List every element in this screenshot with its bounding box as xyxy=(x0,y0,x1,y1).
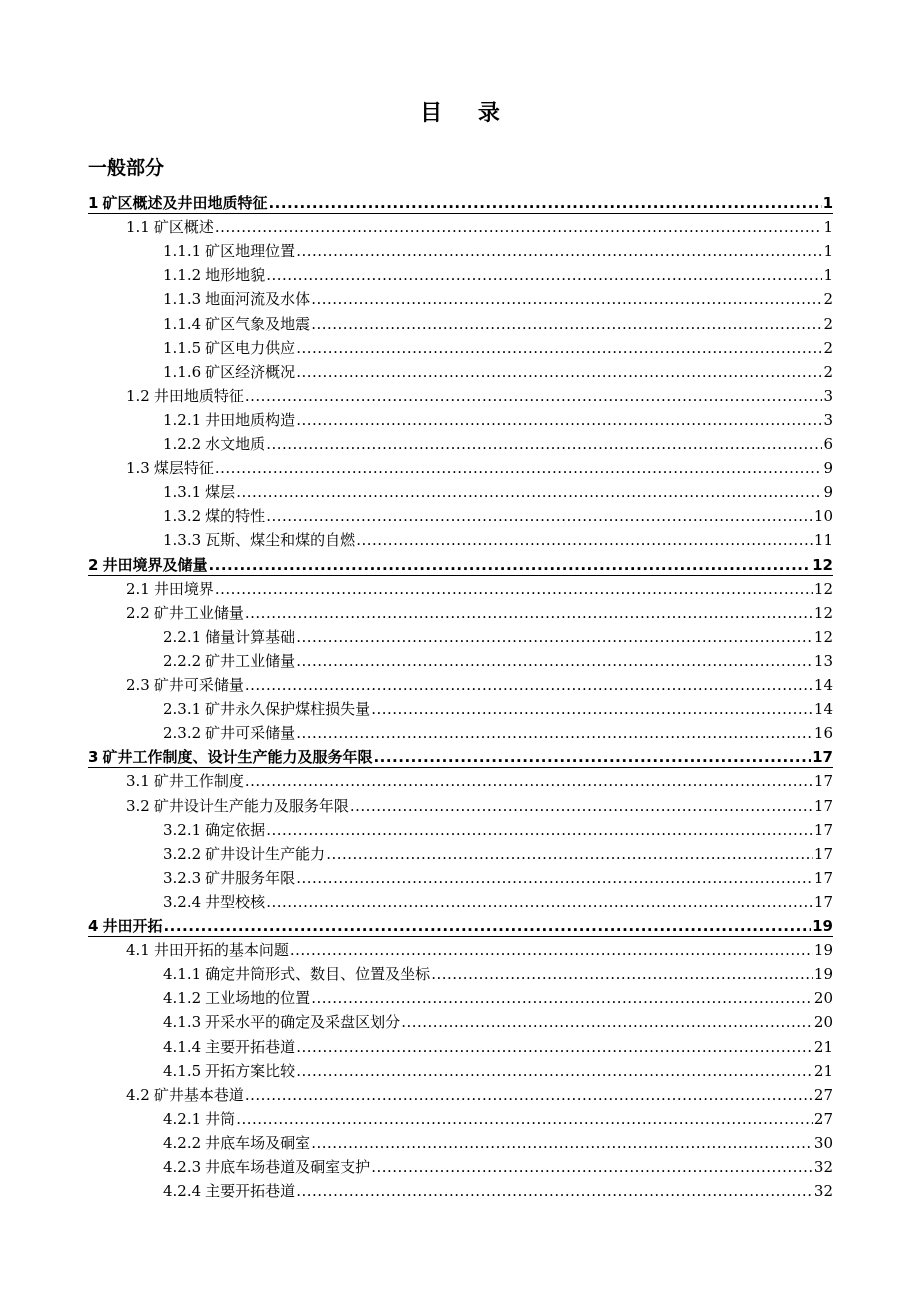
toc-entry-label: 矿区经济概况 xyxy=(205,362,296,381)
toc-leader-dots xyxy=(290,940,813,960)
toc-entry-label: 矿井可采储量 xyxy=(153,676,244,694)
toc-leader-dots xyxy=(296,410,822,430)
toc-entry-page: 11 xyxy=(813,531,833,550)
toc-leader-dots xyxy=(311,289,822,309)
toc-entry-label: 主要开拓巷道 xyxy=(205,1182,296,1201)
toc-entry[interactable] xyxy=(0,938,920,960)
toc-entry-number: 1 xyxy=(88,194,99,212)
toc-entry-label: 主要开拓巷道 xyxy=(205,1037,296,1056)
toc-entry[interactable] xyxy=(0,1083,920,1105)
toc-entry-number: 3.2.2 xyxy=(163,844,202,863)
toc-entry[interactable] xyxy=(0,1010,920,1032)
toc-entry[interactable] xyxy=(0,1155,920,1177)
page-title: 目 录 xyxy=(420,101,514,126)
toc-leader-dots xyxy=(215,217,823,237)
toc-leader-dots xyxy=(215,579,813,599)
toc-entry-number: 4.2.3 xyxy=(163,1158,202,1176)
toc-entry-number: 4.2.4 xyxy=(163,1182,202,1201)
toc-entry-label: 矿井设计生产能力及服务年限 xyxy=(153,796,349,815)
toc-entry-label: 开拓方案比较 xyxy=(205,1061,296,1080)
toc-entry-number: 1.3.1 xyxy=(163,483,202,502)
toc-entry-label: 井田境界及储量 xyxy=(102,555,208,574)
toc-entry[interactable] xyxy=(0,745,920,767)
toc-entry[interactable] xyxy=(0,890,920,912)
toc-entry-number: 1.1.3 xyxy=(163,290,202,309)
toc-leader-dots xyxy=(356,530,813,550)
toc-entry[interactable] xyxy=(0,1107,920,1129)
toc-entry[interactable] xyxy=(0,914,920,936)
toc-entry-label: 井田开拓 xyxy=(102,917,163,935)
toc-entry[interactable] xyxy=(0,697,920,719)
toc-entry-page: 14 xyxy=(813,700,833,719)
toc-leader-dots xyxy=(311,1133,813,1153)
toc-leader-dots xyxy=(296,1037,813,1057)
toc-entry-label: 井底车场巷道及硐室支护 xyxy=(205,1158,371,1176)
toc-entry-page: 1 xyxy=(823,266,833,285)
toc-entry-label: 井筒 xyxy=(205,1109,236,1128)
toc-entry-number: 1.1.6 xyxy=(163,362,202,381)
toc-entry[interactable] xyxy=(0,1059,920,1081)
toc-entry[interactable] xyxy=(0,528,920,550)
toc-entry[interactable] xyxy=(0,312,920,334)
toc-entry[interactable] xyxy=(0,649,920,671)
toc-entry-number: 2 xyxy=(88,555,99,574)
toc-entry-label: 水文地质 xyxy=(205,435,266,453)
toc-entry-label: 矿井工作制度、设计生产能力及服务年限 xyxy=(102,748,373,767)
toc-leader-dots xyxy=(266,434,822,454)
toc-entry-page: 32 xyxy=(813,1158,833,1176)
toc-entry-page: 20 xyxy=(813,1013,833,1032)
toc-entry-label: 瓦斯、煤尘和煤的自燃 xyxy=(205,531,356,550)
toc-entry[interactable] xyxy=(0,360,920,382)
toc-entry-page: 14 xyxy=(813,676,833,694)
toc-entry[interactable] xyxy=(0,625,920,647)
toc-entry-label: 井田地质构造 xyxy=(205,410,296,429)
toc-entry-number: 1.2 xyxy=(126,386,150,405)
toc-entry-label: 确定井筒形式、数目、位置及坐标 xyxy=(205,965,431,984)
toc-entry-number: 2.2 xyxy=(126,603,150,622)
toc-entry-page: 19 xyxy=(813,965,833,984)
toc-entry-page: 27 xyxy=(813,1085,833,1104)
toc-entry-label: 煤的特性 xyxy=(205,507,266,526)
toc-divider xyxy=(88,936,833,937)
toc-entry-label: 地形地貌 xyxy=(205,266,266,285)
toc-entry-label: 井田境界 xyxy=(153,579,214,598)
toc-entry-number: 2.3 xyxy=(126,676,150,694)
toc-entry-page: 12 xyxy=(813,603,833,622)
toc-entry[interactable] xyxy=(0,456,920,478)
toc-entry-page: 12 xyxy=(812,555,833,574)
toc-entry-page: 3 xyxy=(823,386,833,405)
toc-divider xyxy=(88,767,833,768)
toc-entry-label: 矿区电力供应 xyxy=(205,338,296,357)
toc-entry[interactable] xyxy=(0,504,920,526)
toc-entry-number: 4.1.1 xyxy=(163,965,202,984)
toc-entry-number: 2.3.2 xyxy=(163,724,202,743)
toc-divider xyxy=(88,575,833,576)
toc-entry-page: 27 xyxy=(813,1109,833,1128)
toc-entry[interactable] xyxy=(0,191,920,213)
toc-leader-dots xyxy=(266,265,822,285)
toc-entry-number: 3 xyxy=(88,748,99,767)
toc-leader-dots xyxy=(245,1085,813,1105)
toc-entry-label: 矿井永久保护煤柱损失量 xyxy=(205,700,371,719)
toc-entry-page: 9 xyxy=(823,483,833,502)
toc-entry-page: 12 xyxy=(813,579,833,598)
toc-entry-label: 矿区地理位置 xyxy=(205,242,296,261)
toc-entry-label: 煤层 xyxy=(205,483,236,502)
toc-entry-page: 10 xyxy=(813,507,833,526)
toc-entry[interactable] xyxy=(0,673,920,695)
toc-entry-page: 21 xyxy=(813,1037,833,1056)
toc-entry-number: 1.2.1 xyxy=(163,410,202,429)
toc-entry-label: 矿井工业储量 xyxy=(205,651,296,670)
toc-entry-page: 20 xyxy=(813,989,833,1008)
toc-entry[interactable] xyxy=(0,408,920,430)
toc-entry[interactable] xyxy=(0,1131,920,1153)
toc-entry-page: 1 xyxy=(822,194,833,212)
toc-entry-page: 30 xyxy=(813,1133,833,1152)
toc-entry-number: 3.1 xyxy=(126,772,150,791)
toc-leader-dots xyxy=(296,651,813,671)
toc-leader-dots xyxy=(371,699,813,719)
toc-leader-dots xyxy=(266,892,813,912)
toc-leader-dots xyxy=(208,555,811,575)
toc-entry-label: 矿区概述及井田地质特征 xyxy=(102,194,268,212)
toc-entry[interactable] xyxy=(0,263,920,285)
toc-entry[interactable] xyxy=(0,1035,920,1057)
toc-leader-dots xyxy=(266,506,813,526)
toc-entry-label: 工业场地的位置 xyxy=(205,989,311,1008)
toc-entry-number: 1.3 xyxy=(126,459,150,478)
toc-entry-number: 4.2.1 xyxy=(163,1109,202,1128)
toc-entry[interactable] xyxy=(0,287,920,309)
toc-entry-label: 矿井工作制度 xyxy=(153,772,244,791)
toc-entry-page: 19 xyxy=(812,917,833,935)
toc-entry-page: 13 xyxy=(813,651,833,670)
toc-entry[interactable] xyxy=(0,384,920,406)
toc-entry-page: 17 xyxy=(812,748,833,767)
toc-leader-dots xyxy=(163,916,811,936)
toc-leader-dots xyxy=(296,362,822,382)
toc-leader-dots xyxy=(245,386,823,406)
toc-entry-page: 2 xyxy=(823,314,833,333)
toc-entry-number: 1.1 xyxy=(126,218,150,237)
toc-entry-page: 17 xyxy=(813,772,833,791)
toc-entry[interactable] xyxy=(0,769,920,791)
toc-entry-page: 16 xyxy=(813,724,833,743)
toc-entry-page: 32 xyxy=(813,1182,833,1201)
toc-leader-dots xyxy=(245,603,813,623)
toc-leader-dots xyxy=(296,723,813,743)
toc-entry-number: 4.1.4 xyxy=(163,1037,202,1056)
toc-entry-number: 4.1.5 xyxy=(163,1061,202,1080)
toc-entry[interactable] xyxy=(0,962,920,984)
toc-entry-page: 21 xyxy=(813,1061,833,1080)
toc-entry-page: 17 xyxy=(813,796,833,815)
toc-entry-number: 4.1.3 xyxy=(163,1013,202,1032)
toc-leader-dots xyxy=(296,868,813,888)
toc-entry-label: 确定依据 xyxy=(205,820,266,839)
toc-entry-label: 储量计算基础 xyxy=(205,627,296,646)
toc-entry-label: 矿井服务年限 xyxy=(205,868,296,887)
toc-entry-number: 1.2.2 xyxy=(163,435,202,453)
toc-entry-page: 6 xyxy=(823,435,833,453)
toc-entry[interactable] xyxy=(0,553,920,575)
toc-entry[interactable] xyxy=(0,239,920,261)
section-heading: 一般部分 xyxy=(88,157,165,179)
toc-entry-label: 矿井可采储量 xyxy=(205,724,296,743)
toc-leader-dots xyxy=(236,482,822,502)
toc-leader-dots xyxy=(296,1181,813,1201)
toc-entry-page: 1 xyxy=(823,242,833,261)
toc-entry-number: 4.1 xyxy=(126,941,150,960)
toc-entry-number: 1.1.1 xyxy=(163,242,202,261)
toc-entry-number: 4.2 xyxy=(126,1085,150,1104)
toc-entry[interactable] xyxy=(0,432,920,454)
toc-entry[interactable] xyxy=(0,818,920,840)
toc-entry[interactable] xyxy=(0,336,920,358)
toc-entry-number: 3.2.4 xyxy=(163,892,202,911)
toc-entry-page: 19 xyxy=(813,941,833,960)
toc-entry-page: 17 xyxy=(813,892,833,911)
toc-entry-label: 井底车场及硐室 xyxy=(205,1133,311,1152)
toc-entry[interactable] xyxy=(0,842,920,864)
toc-leader-dots xyxy=(245,675,813,695)
toc-entry-number: 4.2.2 xyxy=(163,1133,202,1152)
toc-entry-label: 矿井设计生产能力 xyxy=(205,844,326,863)
toc-leader-dots xyxy=(311,988,813,1008)
toc-entry-number: 1.1.4 xyxy=(163,314,202,333)
toc-entry-number: 3.2.1 xyxy=(163,820,202,839)
toc-entry-label: 煤层特征 xyxy=(153,459,214,478)
toc-entry-label: 矿井工业储量 xyxy=(153,603,244,622)
toc-entry-number: 2.1 xyxy=(126,579,150,598)
toc-leader-dots xyxy=(373,747,811,767)
toc-entry-page: 9 xyxy=(823,459,833,478)
toc-entry-page: 2 xyxy=(823,338,833,357)
toc-entry-number: 2.2.2 xyxy=(163,651,202,670)
toc-entry-page: 1 xyxy=(823,218,833,237)
toc-entry[interactable] xyxy=(0,1179,920,1201)
toc-leader-dots xyxy=(236,1109,813,1129)
toc-entry-number: 3.2 xyxy=(126,796,150,815)
toc-leader-dots xyxy=(326,844,813,864)
toc-leader-dots xyxy=(268,193,821,213)
toc-leader-dots xyxy=(266,820,813,840)
toc-entry-number: 1.1.2 xyxy=(163,266,202,285)
toc-entry[interactable] xyxy=(0,601,920,623)
toc-entry[interactable] xyxy=(0,794,920,816)
toc-entry-number: 1.3.2 xyxy=(163,507,202,526)
toc-entry[interactable] xyxy=(0,577,920,599)
toc-entry-label: 井田地质特征 xyxy=(153,386,244,405)
toc-divider xyxy=(88,213,833,214)
toc-entry-label: 地面河流及水体 xyxy=(205,290,311,309)
toc-entry-number: 2.3.1 xyxy=(163,700,202,719)
toc-entry-number: 1.1.5 xyxy=(163,338,202,357)
toc-entry-page: 3 xyxy=(823,410,833,429)
toc-entry-number: 4 xyxy=(88,917,99,935)
toc-entry[interactable] xyxy=(0,721,920,743)
toc-entry-number: 2.2.1 xyxy=(163,627,202,646)
toc-leader-dots xyxy=(296,627,813,647)
toc-leader-dots xyxy=(215,458,823,478)
toc-leader-dots xyxy=(245,771,813,791)
toc-entry-page: 2 xyxy=(823,362,833,381)
toc-entry[interactable] xyxy=(0,866,920,888)
toc-entry-page: 17 xyxy=(813,844,833,863)
toc-entry-label: 矿区气象及地震 xyxy=(205,314,311,333)
toc-leader-dots xyxy=(350,796,813,816)
toc-entry-label: 井田开拓的基本问题 xyxy=(153,941,289,960)
toc-entry[interactable] xyxy=(0,480,920,502)
toc-entry[interactable] xyxy=(0,215,920,237)
toc-entry-number: 3.2.3 xyxy=(163,868,202,887)
toc-leader-dots xyxy=(296,1061,813,1081)
toc-entry-page: 12 xyxy=(813,627,833,646)
toc-entry-label: 开采水平的确定及采盘区划分 xyxy=(205,1013,401,1032)
toc-leader-dots xyxy=(311,314,822,334)
toc-entry-page: 17 xyxy=(813,820,833,839)
toc-entry-number: 1.3.3 xyxy=(163,531,202,550)
toc-leader-dots xyxy=(296,338,822,358)
toc-leader-dots xyxy=(296,241,822,261)
toc-entry-page: 17 xyxy=(813,868,833,887)
toc-entry-label: 矿井基本巷道 xyxy=(153,1085,244,1104)
toc-leader-dots xyxy=(431,964,813,984)
toc-entry-label: 井型校核 xyxy=(205,892,266,911)
toc-leader-dots xyxy=(401,1012,813,1032)
toc-entry-number: 4.1.2 xyxy=(163,989,202,1008)
toc-entry-label: 矿区概述 xyxy=(153,218,214,237)
toc-entry-page: 2 xyxy=(823,290,833,309)
toc-entry[interactable] xyxy=(0,986,920,1008)
toc-leader-dots xyxy=(371,1157,813,1177)
